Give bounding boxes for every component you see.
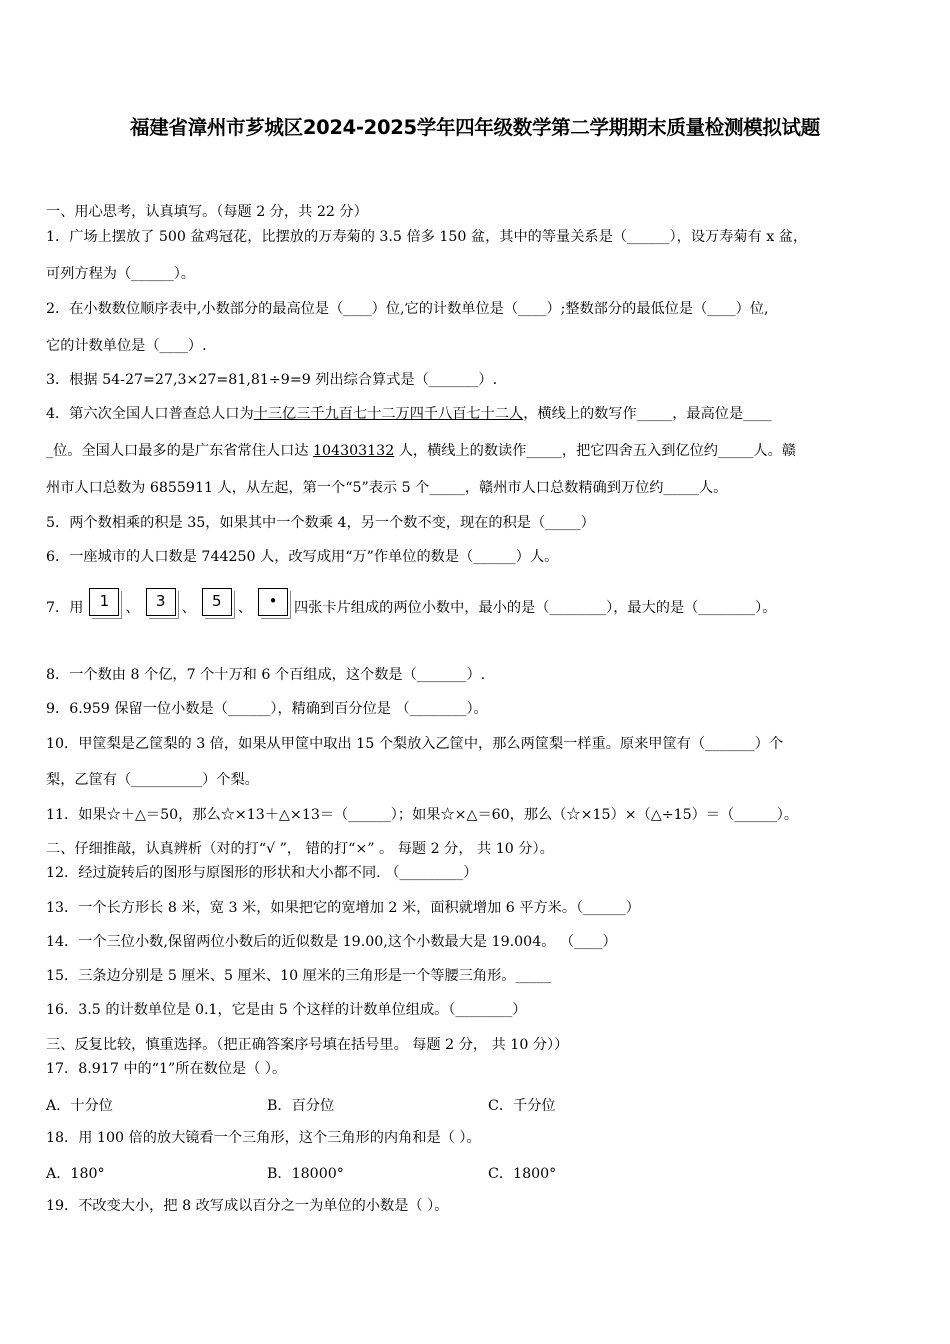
question-4-text: 人，横线上的数读作_____，把它四舍五入到亿位约_____人。赣 (394, 443, 796, 459)
page-title: 福建省漳州市芗城区2024-2025学年四年级数学第二学期期末质量检测模拟试题 (130, 116, 820, 139)
question-14: 14．一个三位小数,保留两位小数后的近似数是 19.00,这个小数最大是 19.004。 （____） (46, 934, 617, 950)
option-b: B．18000° (267, 1166, 344, 1182)
question-6: 6．一座城市的人口数是 744250 人，改写成用“万”作单位的数是（______）人。 (46, 549, 559, 565)
question-3: 3．根据 54-27=27,3×27=81,81÷9=9 列出综合算式是（_______）. (46, 372, 498, 388)
question-2-line-1: 2．在小数数位顺序表中,小数部分的最高位是（____）位,它的计数单位是（____）;整数部分的最低位是（____）位, (46, 301, 769, 317)
digit-card: 1 (89, 588, 119, 616)
question-15: 15．三条边分别是 5 厘米、5 厘米、10 厘米的三角形是一个等腰三角形。_____ (46, 968, 551, 984)
question-13: 13．一个长方形长 8 米，宽 3 米，如果把它的宽增加 2 米，面积就增加 6 平方米。（______） (46, 900, 640, 916)
decimal-point-card: • (258, 588, 288, 616)
question-7-suffix: 四张卡片组成的两位小数中，最小的是（________），最大的是（________）。 (294, 600, 777, 616)
separator: 、 (181, 600, 196, 616)
question-4-line-2 (46, 442, 796, 460)
question-18: 18．用 100 倍的放大镜看一个三角形，这个三角形的内角和是（ ）。 (46, 1130, 481, 1146)
question-2-line-2: 它的计数单位是（____）. (46, 338, 207, 354)
question-4-text: _位。全国人口最多的是广东省常住人口达 (46, 443, 313, 459)
question-4-text: 4．第六次全国人口普查总人口为 (46, 406, 254, 422)
option-c: C．1800° (488, 1166, 557, 1182)
option-a: A．十分位 (46, 1098, 113, 1114)
section-2-heading: 二、仔细推敲，认真辨析（对的打“√ ”， 错的打“×” 。 每题 2 分， 共 10 分）。 (46, 841, 554, 857)
question-4-line-3: 州市人口总数为 6855911 人，从左起，第一个“5”表示 5 个_____，赣州市人口总数精确到万位约_____人。 (46, 480, 728, 496)
question-17: 17．8.917 中的“1”所在数位是（ ）。 (46, 1061, 287, 1077)
question-19: 19．不改变大小，把 8 改写成以百分之一为单位的小数是（ ）。 (46, 1198, 449, 1214)
separator: 、 (237, 600, 253, 616)
question-4-text: ，横线上的数写作_____，最高位是____ (523, 406, 772, 422)
question-10-line-2: 梨，乙筐有（__________）个梨。 (46, 772, 259, 788)
question-4-line-1 (46, 405, 772, 423)
question-16: 16．3.5 的计数单位是 0.1，它是由 5 个这样的计数单位组成。（________） (46, 1002, 527, 1018)
question-9: 9．6.959 保留一位小数是（______），精确到百分位是 （________）。 (46, 701, 488, 717)
question-4-underlined-number: 十三亿三千九百七十二万四千八百七十二人 (253, 406, 524, 422)
question-10-line-1: 10．甲筐梨是乙筐梨的 3 倍，如果从甲筐中取出 15 个梨放入乙筐中，那么两筐梨一样重。原来甲筐有（_______）个 (46, 736, 784, 752)
question-1-line-2: 可列方程为（______）。 (46, 266, 195, 282)
option-b: B．百分位 (267, 1098, 335, 1114)
digit-card: 3 (146, 588, 176, 616)
digit-card: 5 (202, 588, 232, 616)
section-1-heading: 一、用心思考，认真填写。（每题 2 分，共 22 分） (46, 204, 368, 220)
question-12: 12．经过旋转后的图形与原图形的形状和大小都不同. （_________） (46, 865, 478, 881)
question-7-prefix: 7．用 (46, 600, 84, 616)
question-7 (46, 588, 776, 628)
question-4-underlined-number: 104303132 (312, 443, 395, 459)
option-c: C．千分位 (488, 1098, 556, 1114)
option-a: A．180° (46, 1166, 105, 1182)
question-8: 8．一个数由 8 个亿，7 个十万和 6 个百组成，这个数是（_______）. (46, 667, 486, 683)
question-5: 5．两个数相乘的积是 35，如果其中一个数乘 4，另一个数不变，现在的积是（_____） (46, 515, 595, 531)
separator: 、 (125, 600, 140, 616)
question-1-line-1: 1．广场上摆放了 500 盆鸡冠花，比摆放的万寿菊的 3.5 倍多 150 盆，其中的等量关系是（______），设万寿菊有 x 盆， (46, 229, 808, 245)
question-11: 11．如果☆＋△＝50，那么☆×13＋△×13＝（______）；如果☆×△＝60，那么（☆×15）×（△÷15）＝（______）。 (46, 807, 799, 823)
section-3-heading: 三、反复比较，慎重选择。（把正确答案序号填在括号里。 每题 2 分， 共 10 分）） (46, 1037, 569, 1053)
